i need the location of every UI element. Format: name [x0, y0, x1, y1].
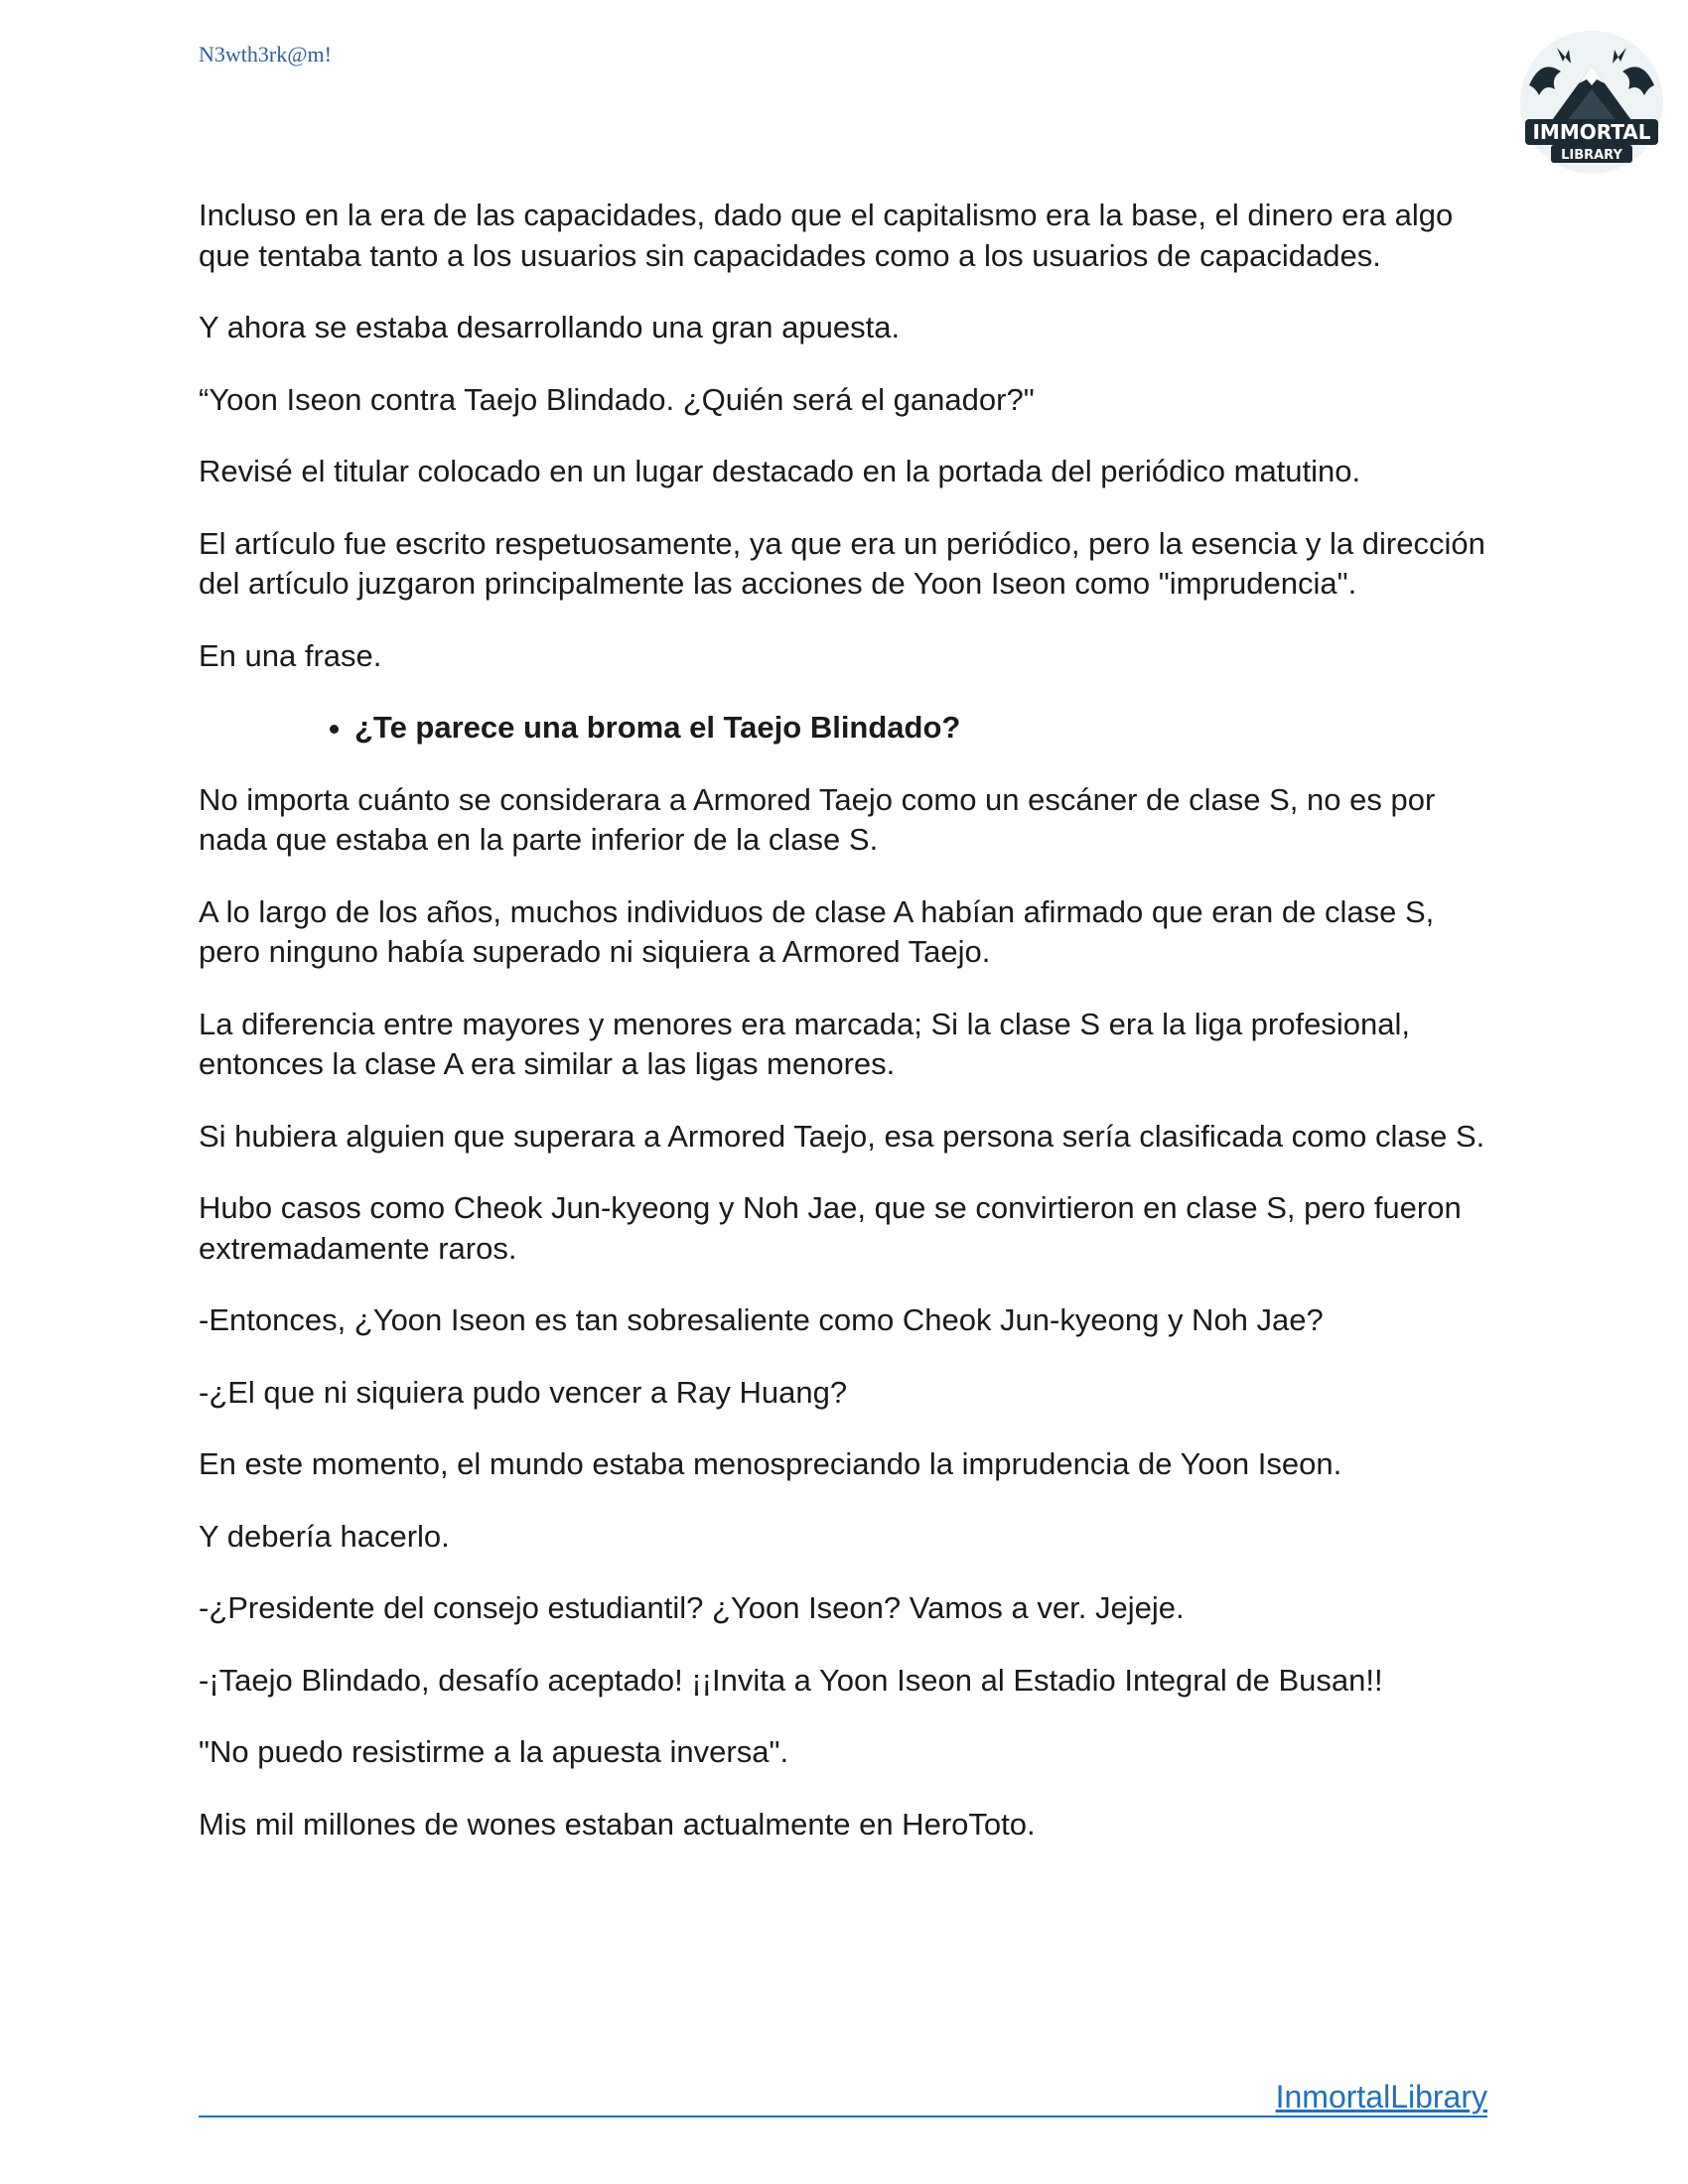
bullet-list — [199, 708, 1489, 749]
paragraph: En este momento, el mundo estaba menospreciando la imprudencia de Yoon Iseon. — [199, 1446, 1342, 1481]
paragraph: Revisé el titular colocado en un lugar destacado en la portada del periódico matutino. — [199, 454, 1361, 488]
paragraph: "No puedo resistirme a la apuesta inversa". — [199, 1734, 789, 1769]
paragraph: En una frase. — [199, 637, 382, 673]
paragraph: Y ahora se estaba desarrollando una gran apuesta. — [199, 310, 901, 344]
logo-top-text: IMMORTAL — [1532, 120, 1651, 144]
paragraph: “Yoon Iseon contra Taejo Blindado. ¿Quién será el ganador?" — [199, 381, 1035, 417]
paragraph: Y debería hacerlo. — [199, 1518, 450, 1554]
immortal-library-logo — [1517, 28, 1666, 177]
paragraph: No importa cuánto se considerara a Armored Taejo como un escáner de clase S, no es por nada que estaba en la parte inferior de la clase S. — [199, 781, 1436, 857]
paragraph: Hubo casos como Cheok Jun-kyeong y Noh Jae, que se convirtieron en clase S, pero fueron extremadamente raros. — [199, 1190, 1462, 1266]
header-watermark: N3wth3rk@m! — [199, 42, 332, 67]
paragraph: -¡Taejo Blindado, desafío aceptado! ¡¡Invita a Yoon Iseon al Estadio Integral de Busan!! — [199, 1662, 1383, 1698]
paragraph: El artículo fue escrito respetuosamente, ya que era un periódico, pero la esencia y la dirección del artículo juzgaron principalmente las acciones de Yoon Iseon como "imprudencia". — [199, 525, 1485, 601]
paragraph: A lo largo de los años, muchos individuos de clase A habían afirmado que eran de clase S, pero ninguno había superado ni siquiera a Armored Taejo. — [199, 893, 1435, 969]
paragraph: Mis mil millones de wones estaban actualmente en HeroToto. — [199, 1806, 1036, 1842]
document-body — [199, 196, 1489, 1876]
paragraph: Si hubiera alguien que superara a Armored Taejo, esa persona sería clasificada como clase S. — [199, 1118, 1485, 1154]
paragraph: -¿Presidente del consejo estudiantil? ¿Yoon Iseon? Vamos a ver. Jejeje. — [199, 1590, 1185, 1625]
paragraph: La diferencia entre mayores y menores era marcada; Si la clase S era la liga profesional, entonces la clase A era similar a las ligas menores. — [199, 1006, 1410, 1081]
footer-link[interactable]: InmortalLibrary — [1275, 2079, 1487, 2115]
paragraph: -Entonces, ¿Yoon Iseon es tan sobresaliente como Cheok Jun-kyeong y Noh Jae? — [199, 1302, 1324, 1337]
bullet-item: • ¿Te parece una broma el Taejo Blindado? — [354, 708, 1489, 749]
footer-divider — [199, 2116, 1487, 2117]
paragraph: Incluso en la era de las capacidades, dado que el capitalismo era la base, el dinero era algo que tentaba tanto a los usuarios sin capacidades como a los usuarios de capacidades. — [199, 198, 1454, 273]
paragraph: -¿El que ni siquiera pudo vencer a Ray Huang? — [199, 1374, 848, 1410]
logo-bottom-text: LIBRARY — [1561, 148, 1622, 163]
